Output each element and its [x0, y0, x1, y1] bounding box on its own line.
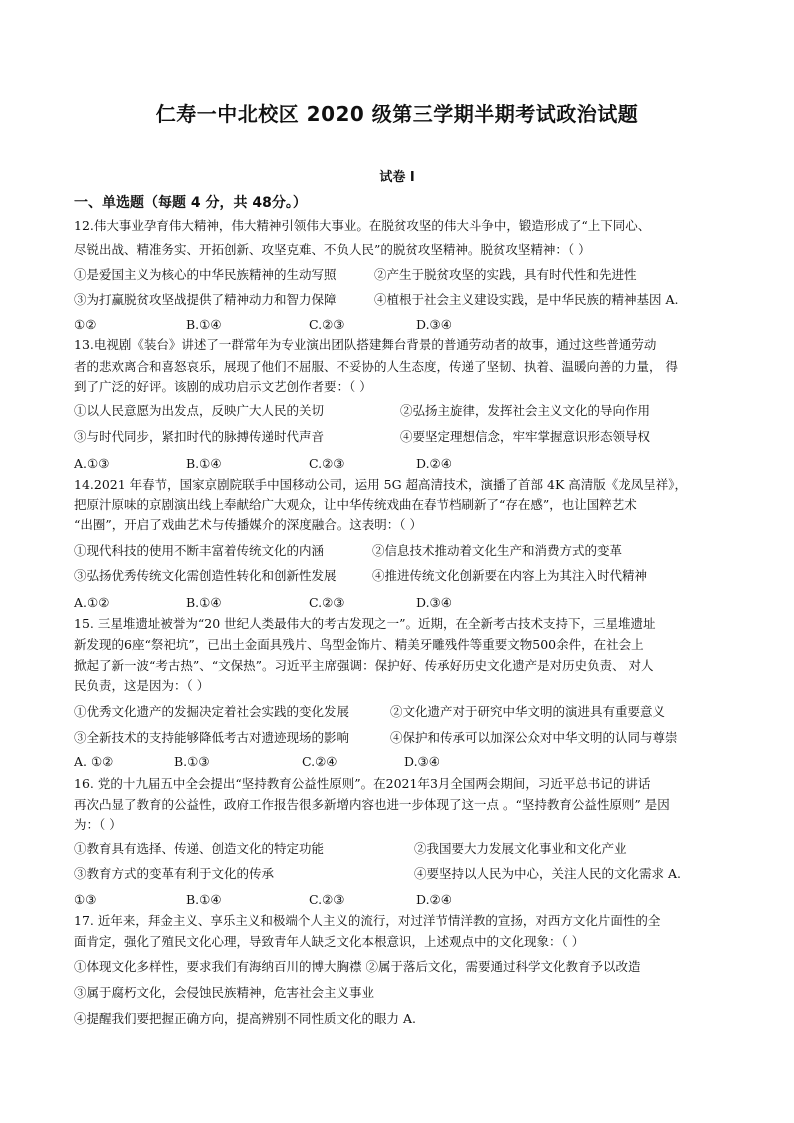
statement: ④推进传统文化创新要在内容上为其注入时代精神	[372, 568, 648, 583]
statement-row	[74, 266, 734, 284]
option-b[interactable]: B.①④	[186, 892, 222, 907]
statement: ④植根于社会主义建设实践，是中华民族的精神基因 A.	[374, 292, 679, 307]
statement-row	[74, 567, 734, 585]
option-b[interactable]: B.①③	[174, 754, 210, 769]
statement: ①教育具有选择、传递、创造文化的特定功能	[74, 841, 325, 856]
statement: ①以人民意愿为出发点，反映广大人民的关切	[74, 403, 325, 418]
option-d[interactable]: D.②④	[416, 892, 452, 907]
answer-options	[74, 455, 734, 473]
statement: ③为打赢脱贫攻坚战提供了精神动力和智力保障	[74, 292, 337, 307]
statement: ①优秀文化遗产的发掘决定着社会实践的变化发展	[74, 704, 350, 719]
statement: ①体现文化多样性，要求我们有海纳百川的博大胸襟 ②属于落后文化，需要通过科学文化教育予以改造	[74, 959, 641, 974]
option-c[interactable]: C.②③	[309, 595, 345, 610]
answer-options	[74, 594, 734, 612]
option-d[interactable]: D.③④	[416, 317, 452, 332]
question-stem-line: 13.电视剧《装台》讲述了一群常年为专业演出团队搭建舞台背景的普通劳动者的故事，通过这些普通劳动	[74, 337, 657, 352]
answer-options	[74, 891, 734, 909]
question-stem-line: 再次凸显了教育的公益性，政府工作报告很多新增内容也进一步体现了这一点 。“坚持教育公益性原则” 是因	[74, 797, 670, 812]
option-c[interactable]: C.②③	[309, 892, 345, 907]
statement: ②信息技术推动着文化生产和消费方式的变革	[372, 543, 623, 558]
question-stem-line: 新发现的6座“祭祀坑”，已出土金面具残片、鸟型金饰片、精美牙雕残件等重要文物500余件，在社会上	[74, 637, 644, 652]
option-d[interactable]: D.③④	[416, 595, 452, 610]
statement: ④要坚定理想信念，牢牢掌握意识形态领导权	[400, 429, 651, 444]
question-stem-line: 把原汁原味的京剧演出线上奉献给广大观众，让中华传统戏曲在春节档刷新了“存在感”，也让国粹艺术	[74, 497, 637, 512]
option-d[interactable]: D.②④	[416, 456, 452, 471]
statement: ②文化遗产对于研究中华文明的演进具有重要意义	[390, 704, 666, 719]
statement-row	[74, 291, 734, 309]
option-a[interactable]: A.①②	[74, 595, 110, 610]
statement: ④提醒我们要把握正确方向，提高辨别不同性质文化的眼力 A.	[74, 1011, 416, 1026]
option-d[interactable]: D.③④	[404, 754, 440, 769]
option-a[interactable]: ①③	[74, 892, 97, 907]
statement: ①现代科技的使用不断丰富着传统文化的内涵	[74, 543, 325, 558]
option-a[interactable]: A. ①②	[74, 754, 114, 769]
question-stem-line: 民负责，这是因为：（ ）	[74, 678, 210, 693]
paper-label: 试卷 Ⅰ	[379, 170, 415, 185]
question-stem-line: 17. 近年来，拜金主义、享乐主义和极端个人主义的流行，对过洋节情洋教的宣扬，对西方文化片面性的全	[74, 913, 661, 928]
option-a[interactable]: A.①③	[74, 456, 110, 471]
section-heading: 一、单选题（每题 4 分，共 48分。）	[74, 195, 307, 211]
statement: ③弘扬优秀传统文化需创造性转化和创新性发展	[74, 568, 337, 583]
question-stem-line: 14.2021 年春节，国家京剧院联手中国移动公司，运用 5G 超高清技术，演播了首部 4K 高清版《龙凤呈祥》，	[74, 477, 688, 492]
question-stem-line: 为：（ ）	[74, 817, 122, 832]
question-stem-line: “出圈”，开启了戏曲艺术与传播媒介的深度融合。这表明：（ ）	[74, 517, 423, 532]
statement-row	[74, 840, 734, 858]
option-b[interactable]: B.①④	[186, 317, 222, 332]
question-stem-line: 12.伟大事业孕育伟大精神，伟大精神引领伟大事业。在脱贫攻坚的伟大斗争中，锻造形成了“上下同心、	[74, 218, 651, 233]
statement: ①是爱国主义为核心的中华民族精神的生动写照	[74, 267, 337, 282]
option-c[interactable]: C.②④	[302, 754, 338, 769]
option-a[interactable]: ①②	[74, 317, 97, 332]
statement-row	[74, 428, 734, 446]
statement: ②我国要大力发展文化事业和文化产业	[414, 841, 627, 856]
question-stem-line: 15. 三星堆遗址被誉为“20 世纪人类最伟大的考古发现之一”。近期，在全新考古技术支持下，三星堆遗址	[74, 616, 656, 631]
statement: ③属于腐朽文化，会侵蚀民族精神，危害社会主义事业	[74, 985, 375, 1000]
question-stem-line: 面肯定，强化了殖民文化心理，导致青年人缺乏文化本根意识，上述观点中的文化现象：（ ）	[74, 934, 585, 949]
exam-title: 仁寿一中北校区 2020 级第三学期半期考试政治试题	[155, 102, 639, 126]
statement: ④要坚持以人民为中心，关注人民的文化需求 A.	[414, 866, 681, 881]
statement-row	[74, 865, 734, 883]
statement-row	[74, 402, 734, 420]
question-stem-line: 到了广泛的好评。该剧的成功启示文艺创作者要：（ ）	[74, 379, 372, 394]
statement: ③教育方式的变革有利于文化的传承	[74, 866, 275, 881]
statement-row	[74, 703, 734, 721]
statement: ③全新技术的支持能够降低考古对遗迹现场的影响	[74, 730, 350, 745]
option-c[interactable]: C.②③	[309, 456, 345, 471]
answer-options	[74, 316, 734, 334]
answer-options	[74, 753, 734, 771]
statement-row	[74, 729, 734, 747]
question-stem-line: 掀起了新一波“考古热”、“文保热”。习近平主席强调：保护好、传承好历史文化遗产是对历史负责、 对人	[74, 658, 654, 673]
statement: ③与时代同步，紧扣时代的脉搏传递时代声音	[74, 429, 325, 444]
question-stem-line: 16. 党的十九届五中全会提出“坚持教育公益性原则”。在2021年3月全国两会期间，习近平总书记的讲话	[74, 776, 651, 791]
statement: ②产生于脱贫攻坚的实践，具有时代性和先进性	[374, 267, 637, 282]
statement-row	[74, 542, 734, 560]
statement: ②弘扬主旋律，发挥社会主义文化的导向作用	[400, 403, 651, 418]
statement: ④保护和传承可以加深公众对中华文明的认同与尊崇	[390, 730, 678, 745]
option-c[interactable]: C.②③	[309, 317, 345, 332]
question-stem-line: 者的悲欢离合和喜怒哀乐，展现了他们不屈服、不妥协的人生态度，传递了坚韧、执着、温暖向善的力量， 得	[74, 359, 678, 374]
option-b[interactable]: B.①④	[186, 595, 222, 610]
question-stem-line: 尽锐出战、精准务实、开拓创新、攻坚克难、不负人民”的脱贫攻坚精神。脱贫攻坚精神：（ ）	[74, 242, 591, 257]
option-b[interactable]: B.①④	[186, 456, 222, 471]
